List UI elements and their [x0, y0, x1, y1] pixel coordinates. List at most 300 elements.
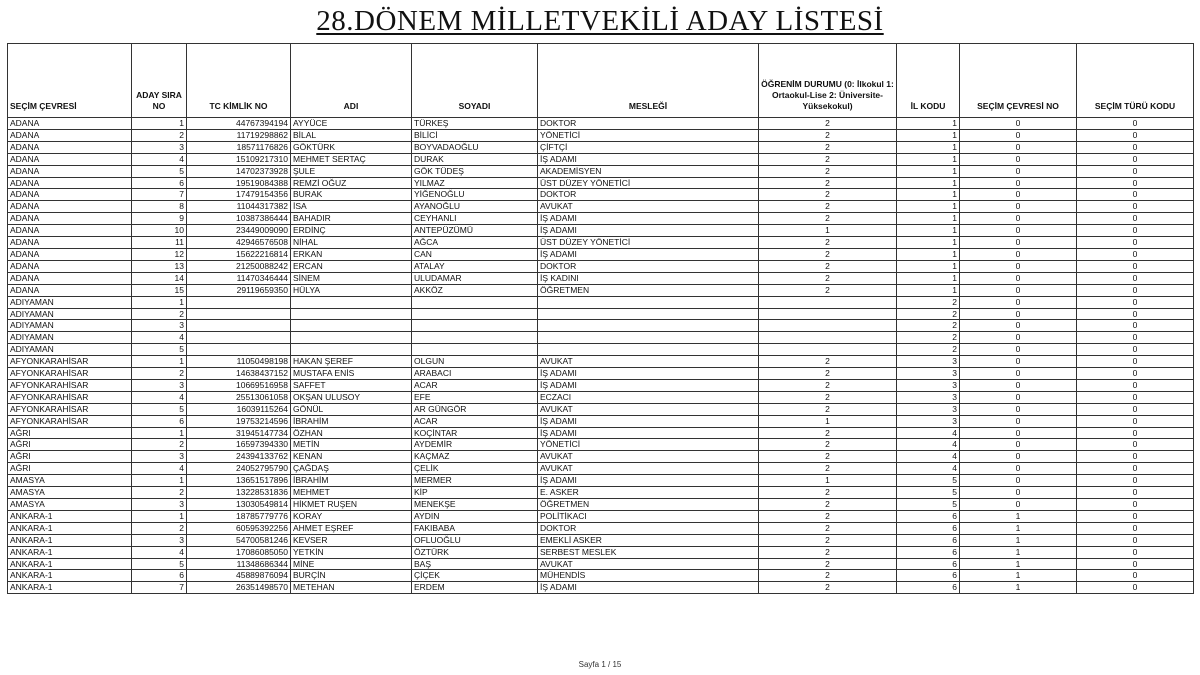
cell-secim-cevresi: ADANA: [8, 129, 132, 141]
cell-secim-cevresi: ADIYAMAN: [8, 320, 132, 332]
cell-meslegi: EMEKLİ ASKER: [538, 534, 759, 546]
cell-secim-turu-kodu: 0: [1077, 570, 1194, 582]
cell-meslegi: İŞ ADAMI: [538, 475, 759, 487]
cell-tc-kimlik-no: 29119659350: [187, 284, 291, 296]
cell-tc-kimlik-no: 15622216814: [187, 248, 291, 260]
cell-soyadi: ACAR: [412, 415, 538, 427]
cell-adi: YETKİN: [291, 546, 412, 558]
cell-ogrenim-durumu: 2: [759, 118, 897, 130]
cell-ogrenim-durumu: 2: [759, 237, 897, 249]
cell-adi: [291, 296, 412, 308]
cell-secim-cevresi: AMASYA: [8, 499, 132, 511]
cell-il-kodu: 5: [897, 499, 960, 511]
cell-adi: [291, 332, 412, 344]
cell-secim-cevresi: ANKARA-1: [8, 582, 132, 594]
cell-tc-kimlik-no: 17086085050: [187, 546, 291, 558]
cell-soyadi: ÖZTÜRK: [412, 546, 538, 558]
cell-secim-turu-kodu: 0: [1077, 237, 1194, 249]
cell-aday-sira-no: 6: [132, 177, 187, 189]
cell-meslegi: İŞ ADAMI: [538, 415, 759, 427]
cell-secim-turu-kodu: 0: [1077, 546, 1194, 558]
cell-meslegi: DOKTOR: [538, 522, 759, 534]
cell-il-kodu: 4: [897, 451, 960, 463]
cell-soyadi: YILMAZ: [412, 177, 538, 189]
table-row: [8, 320, 1194, 332]
cell-secim-cevresi-no: 0: [960, 475, 1077, 487]
table-row: [8, 225, 1194, 237]
cell-secim-cevresi: AĞRI: [8, 463, 132, 475]
cell-secim-cevresi: ANKARA-1: [8, 558, 132, 570]
table-row: [8, 391, 1194, 403]
cell-adi: ÇAĞDAŞ: [291, 463, 412, 475]
cell-aday-sira-no: 4: [132, 153, 187, 165]
cell-tc-kimlik-no: 11348686344: [187, 558, 291, 570]
cell-adi: HİKMET RUŞEN: [291, 499, 412, 511]
cell-tc-kimlik-no: 13030549814: [187, 499, 291, 511]
cell-secim-turu-kodu: 0: [1077, 189, 1194, 201]
cell-secim-turu-kodu: 0: [1077, 475, 1194, 487]
cell-secim-turu-kodu: 0: [1077, 487, 1194, 499]
cell-adi: [291, 308, 412, 320]
cell-ogrenim-durumu: 1: [759, 225, 897, 237]
cell-secim-cevresi-no: 0: [960, 451, 1077, 463]
cell-tc-kimlik-no: 23449009090: [187, 225, 291, 237]
cell-secim-turu-kodu: 0: [1077, 213, 1194, 225]
table-row: [8, 296, 1194, 308]
cell-secim-turu-kodu: 0: [1077, 368, 1194, 380]
cell-tc-kimlik-no: 11050498198: [187, 356, 291, 368]
cell-adi: MEHMET SERTAÇ: [291, 153, 412, 165]
cell-aday-sira-no: 1: [132, 510, 187, 522]
cell-ogrenim-durumu: 2: [759, 582, 897, 594]
cell-aday-sira-no: 2: [132, 439, 187, 451]
cell-tc-kimlik-no: 60595392256: [187, 522, 291, 534]
table-row: [8, 177, 1194, 189]
cell-secim-cevresi: AFYONKARAHİSAR: [8, 415, 132, 427]
cell-il-kodu: 3: [897, 368, 960, 380]
cell-il-kodu: 6: [897, 534, 960, 546]
cell-secim-cevresi-no: 0: [960, 463, 1077, 475]
header-secim-turu-kodu: SEÇİM TÜRÜ KODU: [1077, 44, 1194, 118]
cell-ogrenim-durumu: 2: [759, 272, 897, 284]
cell-secim-cevresi: AFYONKARAHİSAR: [8, 403, 132, 415]
cell-tc-kimlik-no: 13228531836: [187, 487, 291, 499]
cell-il-kodu: 6: [897, 570, 960, 582]
cell-secim-cevresi-no: 1: [960, 582, 1077, 594]
cell-ogrenim-durumu: 2: [759, 546, 897, 558]
header-ogrenim-durumu: ÖĞRENİM DURUMU (0: İlkokul 1: Ortaokul-Lise 2: Üniversite-Yüksekokul): [759, 44, 897, 118]
cell-secim-cevresi-no: 0: [960, 165, 1077, 177]
cell-ogrenim-durumu: 2: [759, 499, 897, 511]
cell-secim-turu-kodu: 0: [1077, 272, 1194, 284]
cell-tc-kimlik-no: 11470346444: [187, 272, 291, 284]
cell-meslegi: AVUKAT: [538, 356, 759, 368]
cell-meslegi: AVUKAT: [538, 201, 759, 213]
table-row: [8, 213, 1194, 225]
cell-meslegi: AKADEMİSYEN: [538, 165, 759, 177]
cell-secim-cevresi: ANKARA-1: [8, 570, 132, 582]
cell-il-kodu: 5: [897, 475, 960, 487]
cell-secim-cevresi: ADANA: [8, 177, 132, 189]
cell-il-kodu: 1: [897, 141, 960, 153]
table-row: [8, 248, 1194, 260]
table-row: [8, 451, 1194, 463]
cell-adi: İSA: [291, 201, 412, 213]
cell-ogrenim-durumu: 2: [759, 427, 897, 439]
cell-secim-cevresi-no: 1: [960, 570, 1077, 582]
cell-soyadi: ULUDAMAR: [412, 272, 538, 284]
cell-tc-kimlik-no: 19519084388: [187, 177, 291, 189]
cell-tc-kimlik-no: 24394133762: [187, 451, 291, 463]
cell-soyadi: [412, 332, 538, 344]
cell-secim-cevresi: ADANA: [8, 189, 132, 201]
cell-il-kodu: 5: [897, 487, 960, 499]
cell-il-kodu: 3: [897, 403, 960, 415]
cell-meslegi: AVUKAT: [538, 451, 759, 463]
cell-secim-cevresi-no: 0: [960, 379, 1077, 391]
cell-ogrenim-durumu: 1: [759, 475, 897, 487]
cell-ogrenim-durumu: 2: [759, 129, 897, 141]
cell-ogrenim-durumu: 2: [759, 570, 897, 582]
cell-tc-kimlik-no: 44767394194: [187, 118, 291, 130]
cell-il-kodu: 6: [897, 582, 960, 594]
cell-ogrenim-durumu: 2: [759, 463, 897, 475]
cell-aday-sira-no: 1: [132, 356, 187, 368]
cell-secim-cevresi-no: 0: [960, 201, 1077, 213]
header-adi: ADI: [291, 44, 412, 118]
cell-il-kodu: 2: [897, 296, 960, 308]
cell-adi: GÖKTÜRK: [291, 141, 412, 153]
cell-aday-sira-no: 2: [132, 522, 187, 534]
cell-secim-turu-kodu: 0: [1077, 225, 1194, 237]
cell-il-kodu: 2: [897, 332, 960, 344]
cell-secim-cevresi-no: 0: [960, 415, 1077, 427]
table-row: [8, 129, 1194, 141]
cell-soyadi: AYDEMİR: [412, 439, 538, 451]
cell-secim-turu-kodu: 0: [1077, 320, 1194, 332]
cell-soyadi: AYDIN: [412, 510, 538, 522]
cell-aday-sira-no: 3: [132, 499, 187, 511]
cell-ogrenim-durumu: 2: [759, 451, 897, 463]
cell-tc-kimlik-no: 10387386444: [187, 213, 291, 225]
cell-secim-turu-kodu: 0: [1077, 582, 1194, 594]
cell-aday-sira-no: 10: [132, 225, 187, 237]
cell-adi: BURAK: [291, 189, 412, 201]
cell-aday-sira-no: 9: [132, 213, 187, 225]
cell-adi: AYYÜCE: [291, 118, 412, 130]
cell-meslegi: [538, 296, 759, 308]
page-number: Sayfa 1 / 15: [578, 660, 622, 669]
cell-aday-sira-no: 6: [132, 570, 187, 582]
cell-ogrenim-durumu: 2: [759, 141, 897, 153]
cell-meslegi: [538, 308, 759, 320]
cell-il-kodu: 1: [897, 177, 960, 189]
cell-adi: MEHMET: [291, 487, 412, 499]
cell-soyadi: ERDEM: [412, 582, 538, 594]
cell-meslegi: ECZACI: [538, 391, 759, 403]
cell-tc-kimlik-no: 13651517896: [187, 475, 291, 487]
cell-secim-cevresi: AFYONKARAHİSAR: [8, 391, 132, 403]
cell-il-kodu: 1: [897, 225, 960, 237]
table-row: [8, 534, 1194, 546]
cell-il-kodu: 2: [897, 344, 960, 356]
cell-secim-cevresi-no: 0: [960, 499, 1077, 511]
cell-ogrenim-durumu: 2: [759, 439, 897, 451]
table-row: [8, 272, 1194, 284]
cell-meslegi: [538, 320, 759, 332]
cell-soyadi: OFLUOĞLU: [412, 534, 538, 546]
cell-secim-cevresi: ADIYAMAN: [8, 332, 132, 344]
cell-secim-cevresi: AMASYA: [8, 475, 132, 487]
cell-secim-cevresi-no: 1: [960, 510, 1077, 522]
cell-ogrenim-durumu: 2: [759, 177, 897, 189]
cell-soyadi: ACAR: [412, 379, 538, 391]
cell-secim-turu-kodu: 0: [1077, 427, 1194, 439]
cell-soyadi: FAKIBABA: [412, 522, 538, 534]
cell-soyadi: AR GÜNGÖR: [412, 403, 538, 415]
cell-aday-sira-no: 1: [132, 475, 187, 487]
table-row: [8, 237, 1194, 249]
cell-tc-kimlik-no: 31945147734: [187, 427, 291, 439]
cell-tc-kimlik-no: 24052795790: [187, 463, 291, 475]
cell-secim-cevresi: ADANA: [8, 165, 132, 177]
table-row: [8, 379, 1194, 391]
cell-adi: MUSTAFA ENİS: [291, 368, 412, 380]
cell-secim-cevresi: ADANA: [8, 201, 132, 213]
cell-secim-cevresi-no: 0: [960, 487, 1077, 499]
cell-il-kodu: 6: [897, 558, 960, 570]
cell-aday-sira-no: 7: [132, 582, 187, 594]
cell-secim-turu-kodu: 0: [1077, 153, 1194, 165]
cell-aday-sira-no: 4: [132, 391, 187, 403]
cell-adi: [291, 320, 412, 332]
cell-secim-cevresi-no: 0: [960, 248, 1077, 260]
cell-ogrenim-durumu: 2: [759, 379, 897, 391]
cell-secim-cevresi-no: 0: [960, 260, 1077, 272]
header-secim-cevresi-no: SEÇİM ÇEVRESİ NO: [960, 44, 1077, 118]
cell-ogrenim-durumu: 1: [759, 415, 897, 427]
cell-secim-turu-kodu: 0: [1077, 439, 1194, 451]
cell-secim-cevresi: ADANA: [8, 225, 132, 237]
cell-ogrenim-durumu: 2: [759, 213, 897, 225]
cell-secim-turu-kodu: 0: [1077, 260, 1194, 272]
cell-ogrenim-durumu: 2: [759, 248, 897, 260]
cell-soyadi: ATALAY: [412, 260, 538, 272]
cell-aday-sira-no: 5: [132, 165, 187, 177]
cell-secim-cevresi-no: 0: [960, 391, 1077, 403]
table-row: [8, 582, 1194, 594]
cell-tc-kimlik-no: 14638437152: [187, 368, 291, 380]
cell-adi: ERDİNÇ: [291, 225, 412, 237]
cell-tc-kimlik-no: 11719298862: [187, 129, 291, 141]
cell-secim-cevresi: ADIYAMAN: [8, 344, 132, 356]
cell-aday-sira-no: 3: [132, 141, 187, 153]
cell-secim-cevresi: AFYONKARAHİSAR: [8, 379, 132, 391]
cell-aday-sira-no: 3: [132, 320, 187, 332]
cell-adi: MİNE: [291, 558, 412, 570]
cell-tc-kimlik-no: 54700581246: [187, 534, 291, 546]
cell-ogrenim-durumu: [759, 308, 897, 320]
cell-meslegi: İŞ ADAMI: [538, 379, 759, 391]
cell-soyadi: [412, 344, 538, 356]
cell-adi: ÖZHAN: [291, 427, 412, 439]
cell-adi: KENAN: [291, 451, 412, 463]
cell-soyadi: ÇELİK: [412, 463, 538, 475]
table-row: [8, 153, 1194, 165]
cell-adi: BURÇİN: [291, 570, 412, 582]
cell-il-kodu: 3: [897, 415, 960, 427]
cell-aday-sira-no: 4: [132, 546, 187, 558]
cell-il-kodu: 2: [897, 320, 960, 332]
cell-tc-kimlik-no: 18571176826: [187, 141, 291, 153]
table-row: [8, 499, 1194, 511]
cell-tc-kimlik-no: 45889876094: [187, 570, 291, 582]
cell-ogrenim-durumu: [759, 344, 897, 356]
cell-aday-sira-no: 1: [132, 118, 187, 130]
cell-soyadi: EFE: [412, 391, 538, 403]
cell-secim-cevresi: ADANA: [8, 248, 132, 260]
table-body: [8, 118, 1194, 594]
cell-soyadi: TÜRKEŞ: [412, 118, 538, 130]
cell-secim-cevresi-no: 0: [960, 118, 1077, 130]
cell-meslegi: AVUKAT: [538, 403, 759, 415]
cell-secim-cevresi: ADANA: [8, 260, 132, 272]
cell-tc-kimlik-no: 17479154356: [187, 189, 291, 201]
cell-aday-sira-no: 1: [132, 427, 187, 439]
cell-tc-kimlik-no: 42946576508: [187, 237, 291, 249]
cell-meslegi: ÇİFTÇİ: [538, 141, 759, 153]
cell-soyadi: DURAK: [412, 153, 538, 165]
cell-meslegi: İŞ ADAMI: [538, 427, 759, 439]
cell-ogrenim-durumu: 2: [759, 534, 897, 546]
cell-secim-cevresi: ADIYAMAN: [8, 296, 132, 308]
cell-adi: İBRAHİM: [291, 415, 412, 427]
cell-adi: AHMET EŞREF: [291, 522, 412, 534]
cell-meslegi: POLİTİKACI: [538, 510, 759, 522]
table-row: [8, 487, 1194, 499]
cell-meslegi: [538, 332, 759, 344]
cell-meslegi: ÖĞRETMEN: [538, 499, 759, 511]
cell-soyadi: BAŞ: [412, 558, 538, 570]
cell-soyadi: OLGUN: [412, 356, 538, 368]
cell-adi: BAHADIR: [291, 213, 412, 225]
table-row: [8, 522, 1194, 534]
cell-meslegi: ÜST DÜZEY YÖNETİCİ: [538, 237, 759, 249]
cell-secim-turu-kodu: 0: [1077, 308, 1194, 320]
header-meslegi: MESLEĞİ: [538, 44, 759, 118]
table-row: [8, 558, 1194, 570]
cell-secim-cevresi-no: 0: [960, 225, 1077, 237]
table-row: [8, 118, 1194, 130]
cell-secim-cevresi: AĞRI: [8, 439, 132, 451]
cell-adi: KORAY: [291, 510, 412, 522]
cell-secim-cevresi: ADANA: [8, 141, 132, 153]
cell-secim-turu-kodu: 0: [1077, 558, 1194, 570]
cell-il-kodu: 1: [897, 213, 960, 225]
cell-tc-kimlik-no: 26351498570: [187, 582, 291, 594]
cell-secim-turu-kodu: 0: [1077, 534, 1194, 546]
cell-tc-kimlik-no: [187, 344, 291, 356]
cell-soyadi: AĞCA: [412, 237, 538, 249]
cell-adi: ERCAN: [291, 260, 412, 272]
cell-tc-kimlik-no: [187, 320, 291, 332]
cell-adi: SAFFET: [291, 379, 412, 391]
cell-aday-sira-no: 13: [132, 260, 187, 272]
cell-secim-cevresi: ADANA: [8, 213, 132, 225]
cell-secim-turu-kodu: 0: [1077, 248, 1194, 260]
table-row: [8, 141, 1194, 153]
cell-aday-sira-no: 15: [132, 284, 187, 296]
cell-il-kodu: 1: [897, 153, 960, 165]
cell-ogrenim-durumu: 2: [759, 284, 897, 296]
cell-adi: METEHAN: [291, 582, 412, 594]
cell-soyadi: ÇİÇEK: [412, 570, 538, 582]
cell-soyadi: KOÇİNTAR: [412, 427, 538, 439]
cell-meslegi: İŞ ADAMI: [538, 368, 759, 380]
cell-il-kodu: 4: [897, 439, 960, 451]
cell-secim-turu-kodu: 0: [1077, 415, 1194, 427]
cell-aday-sira-no: 11: [132, 237, 187, 249]
cell-secim-cevresi: ANKARA-1: [8, 510, 132, 522]
cell-ogrenim-durumu: 2: [759, 368, 897, 380]
cell-secim-cevresi-no: 0: [960, 153, 1077, 165]
cell-meslegi: DOKTOR: [538, 118, 759, 130]
cell-meslegi: ÖĞRETMEN: [538, 284, 759, 296]
cell-secim-cevresi-no: 0: [960, 427, 1077, 439]
cell-tc-kimlik-no: [187, 296, 291, 308]
cell-adi: METİN: [291, 439, 412, 451]
cell-il-kodu: 1: [897, 260, 960, 272]
cell-meslegi: YÖNETİCİ: [538, 439, 759, 451]
cell-secim-turu-kodu: 0: [1077, 118, 1194, 130]
table-row: [8, 189, 1194, 201]
cell-secim-cevresi-no: 0: [960, 177, 1077, 189]
cell-adi: SİNEM: [291, 272, 412, 284]
cell-aday-sira-no: 3: [132, 451, 187, 463]
cell-secim-cevresi-no: 0: [960, 213, 1077, 225]
cell-secim-cevresi: AĞRI: [8, 427, 132, 439]
cell-tc-kimlik-no: 11044317382: [187, 201, 291, 213]
cell-secim-turu-kodu: 0: [1077, 344, 1194, 356]
cell-meslegi: İŞ ADAMI: [538, 582, 759, 594]
cell-tc-kimlik-no: 19753214596: [187, 415, 291, 427]
cell-soyadi: BİLİCİ: [412, 129, 538, 141]
cell-adi: BİLAL: [291, 129, 412, 141]
table-row: [8, 308, 1194, 320]
cell-secim-turu-kodu: 0: [1077, 510, 1194, 522]
cell-ogrenim-durumu: 2: [759, 201, 897, 213]
cell-secim-turu-kodu: 0: [1077, 522, 1194, 534]
cell-secim-turu-kodu: 0: [1077, 403, 1194, 415]
cell-secim-cevresi-no: 0: [960, 320, 1077, 332]
cell-secim-cevresi-no: 0: [960, 403, 1077, 415]
cell-il-kodu: 3: [897, 356, 960, 368]
cell-il-kodu: 1: [897, 284, 960, 296]
header-il-kodu: İL KODU: [897, 44, 960, 118]
page-title: 28.DÖNEM MİLLETVEKİLİ ADAY LİSTESİ: [316, 5, 884, 37]
table-row: [8, 368, 1194, 380]
cell-secim-cevresi: ADANA: [8, 272, 132, 284]
cell-aday-sira-no: 2: [132, 368, 187, 380]
cell-il-kodu: 2: [897, 308, 960, 320]
cell-il-kodu: 1: [897, 272, 960, 284]
cell-meslegi: MÜHENDİS: [538, 570, 759, 582]
cell-secim-turu-kodu: 0: [1077, 463, 1194, 475]
header-tc-kimlik-no: TC KİMLİK NO: [187, 44, 291, 118]
cell-secim-turu-kodu: 0: [1077, 129, 1194, 141]
candidate-table: [7, 43, 1194, 594]
cell-secim-cevresi-no: 0: [960, 189, 1077, 201]
